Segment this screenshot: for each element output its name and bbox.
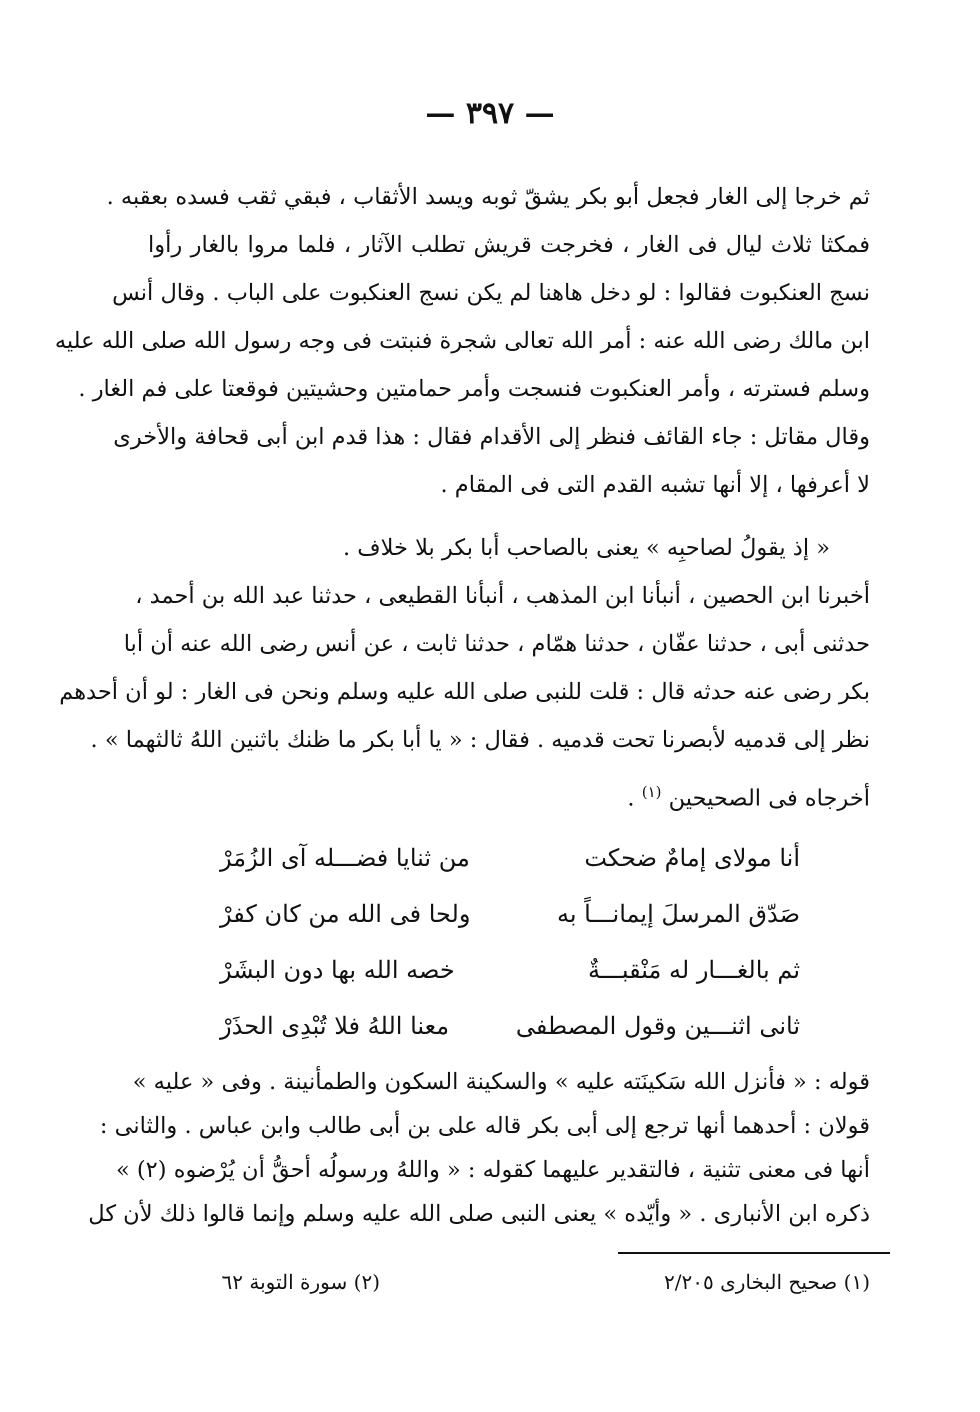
text-line: « إذ يقولُ لصاحبِه » يعنى بالصاحب أبا بكر بلا خلاف . [342,535,830,561]
text-line: حدثنى أبى ، حدثنا عفّان ، حدثنا همّام ، حدثنا ثابت ، عن أنس رضى الله عنه أن أبا [123,631,870,657]
poem-second-hemistich: من ثنايا فضـــله آى الزُمَرْ [220,844,470,872]
footnote-divider [618,1252,890,1254]
text-line: أخبرنا ابن الحصين ، أنبأنا ابن المذهب ، أنبأنا القطيعى ، حدثنا عبد الله بن أحمد ، [135,583,870,609]
poem-first-hemistich: أنا مولاى إمامٌ ضحكت [584,844,800,872]
poem-second-hemistich: ولحا فى الله من كان كفرْ [220,900,471,928]
text-line [148,770,870,814]
poem-second-hemistich: خصه الله بها دون البشَرْ [220,956,455,984]
footnote-1: (١) صحيح البخارى ٢/٢٠٥ [664,1270,870,1294]
sahihain-text: أخرجاه فى الصحيحين [668,785,870,812]
poem-verse [220,886,800,942]
text-line: قولان : أحدهما أنها ترجع إلى أبى بكر قاله على بن أبى طالب وابن عباس . والثانى : [99,1113,870,1139]
poem-first-hemistich: ثم بالغـــار له مَنْقبـــةٌ [587,956,800,984]
text-line: وسلم فسترته ، وأمر العنكبوت فنسجت وأمر حمامتين وحشيتين فوقعتا على فم الغار . [78,376,870,402]
page-number: — ٣٩٧ — [425,96,555,131]
paragraph-companion [148,526,870,570]
poem-verse [220,998,800,1054]
text-line: ابن مالك رضى الله عنه : أمر الله تعالى شجرة فنبتت فى وجه رسول الله صلى الله عليه [54,328,870,354]
text-line: أنها فى معنى تثنية ، فالتقدير عليهما كقوله : « واللهُ ورسولُه أحقُّ أن يُرْضوه (٢) » [115,1157,870,1183]
text-line: قوله : « فأنزل الله سَكينَته عليه » والسكينة السكون والطمأنينة . وفى « عليه » [132,1069,870,1095]
text-line: وقال مقاتل : جاء القائف فنظر إلى الأقدام فقال : هذا قدم ابن أبى قحافة والأخرى [113,424,870,450]
poem-first-hemistich: صَدّق المرسلَ إيمانـــاً به [556,900,800,928]
poem-first-hemistich: ثانى اثنـــين وقول المصطفى [515,1012,800,1040]
footnote-2: (٢) سورة التوبة ٦٢ [221,1270,380,1294]
text-line: بكر رضى عنه حدثه قال : قلت للنبى صلى الله عليه وسلم ونحن فى الغار : لو أن أحدهم [59,679,870,705]
poem-verse [220,942,800,998]
text-line: لا أعرفها ، إلا أنها تشبه القدم التى فى المقام . [440,472,870,498]
poem-second-hemistich: معنا اللهُ فلا تُبْدِى الحذَرْ [220,1012,450,1040]
text-line: نظر إلى قدميه لأبصرنا تحت قدميه . فقال : « يا أبا بكر ما ظنك باثنين اللهُ ثالثهما » . [90,727,870,753]
text-line: نسج العنكبوت فقالوا : لو دخل هاهنا لم يكن نسج العنكبوت على الباب . وقال أنس [112,280,870,306]
text-line: ثم خرجا إلى الغار فجعل أبو بكر يشقّ ثوبه ويسد الأثقاب ، فبقي ثقب فسده بعقبه . [106,184,870,210]
footnote-marker-1: (١) [641,783,662,801]
sahihain-end: . [627,785,635,812]
text-line: ذكره ابن الأنبارى . « وأيّده » يعنى النبى صلى الله عليه وسلم وإنما قالوا ذلك لأن كل [88,1201,870,1227]
paragraph-sakina [88,1060,870,1250]
paragraph-cave-story [54,175,870,498]
text-line: فمكثا ثلاث ليال فى الغار ، فخرجت قريش تطلب الآثار ، فلما مروا بالغار رأوا [148,232,870,258]
paragraph-sahihain [148,770,870,814]
paragraph-hadith [59,574,870,764]
poem-verse [220,830,800,886]
